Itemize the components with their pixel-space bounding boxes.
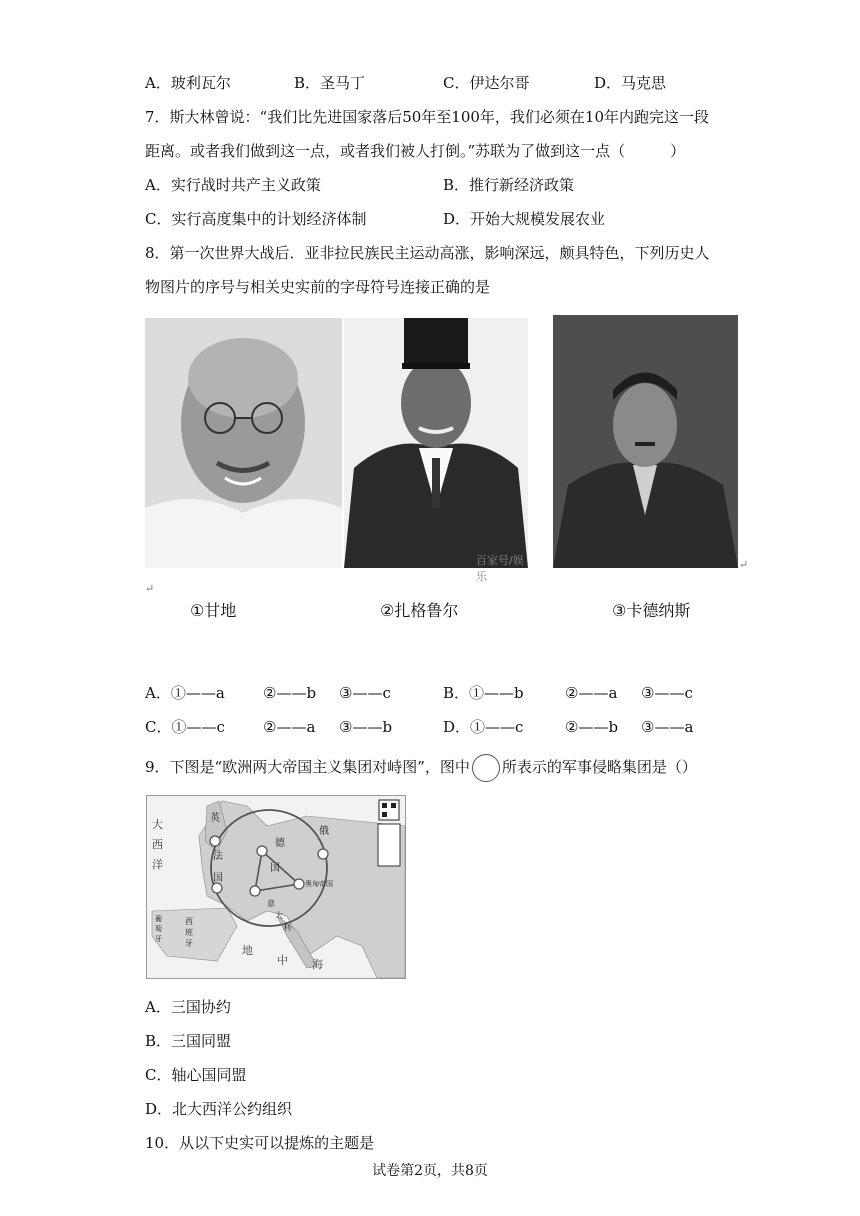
q9-option-c: C．轴心国同盟	[145, 1066, 247, 1084]
q8-option-b: B．①——b ②——a ③——c	[443, 684, 693, 702]
svg-text:奥匈帝国: 奥匈帝国	[305, 880, 333, 888]
q8-option-d: D．①——c ②——b ③——a	[443, 718, 694, 736]
svg-text:洋: 洋	[152, 858, 163, 871]
svg-text:中: 中	[277, 954, 288, 967]
caption-cardenas: ③卡德纳斯	[612, 601, 691, 620]
q7-option-b: B．推行新经济政策	[443, 176, 575, 194]
svg-text:意: 意	[267, 899, 275, 908]
q7-option-d: D．开始大规模发展农业	[443, 210, 606, 228]
svg-text:利: 利	[283, 923, 291, 932]
q8-option-a: A．①——a ②——b ③——c	[145, 684, 391, 702]
svg-text:地: 地	[242, 944, 253, 957]
paragraph-mark-icon: ↵	[145, 582, 155, 595]
svg-text:班: 班	[185, 928, 193, 937]
q8-stem-line2: 物图片的序号与相关史实前的字母符号连接正确的是	[145, 278, 491, 296]
page-footer: 试卷第2页，共8页	[372, 1163, 488, 1179]
q9-option-b: B．三国同盟	[145, 1032, 232, 1050]
q8-option-c: C．①——c ②——a ③——b	[145, 718, 393, 736]
q9-stem: 9．下图是“欧洲两大帝国主义集团对峙图”，图中 所表示的军事侵略集团是（）	[145, 754, 697, 782]
q6-option-c: C．伊达尔哥	[443, 74, 530, 92]
caption-zaghloul: ②扎格鲁尔	[380, 601, 459, 620]
photo-watermark: 百家号/娱乐	[476, 554, 524, 583]
svg-text:国: 国	[213, 873, 223, 884]
q6-option-b: B．圣马丁	[294, 74, 366, 92]
svg-text:英: 英	[210, 813, 220, 824]
svg-text:国: 国	[270, 863, 280, 874]
svg-text:海: 海	[312, 958, 323, 971]
q6-option-a: A．玻利瓦尔	[145, 74, 231, 92]
q6-option-d: D．马克思	[594, 74, 667, 92]
svg-text:德: 德	[275, 838, 285, 849]
paragraph-mark-icon: ↵	[739, 558, 749, 571]
svg-text:葡: 葡	[155, 915, 162, 923]
svg-text:大: 大	[152, 818, 163, 831]
q7-stem-line1: 7．斯大林曾说：“我们比先进国家落后50年至100年，我们必须在10年内跑完这一段	[145, 108, 710, 126]
q9-option-a: A．三国协约	[145, 998, 231, 1016]
q8-stem-line1: 8．第一次世界大战后．亚非拉民族民主运动高涨，影响深远，颇具特色，下列历史人	[145, 244, 710, 262]
q7-option-a: A．实行战时共产主义政策	[145, 176, 321, 194]
photo-gandhi	[145, 318, 342, 568]
svg-text:牙: 牙	[185, 939, 193, 948]
circle-symbol-icon	[472, 754, 500, 782]
caption-gandhi: ①甘地	[190, 601, 237, 620]
svg-text:牙: 牙	[155, 935, 162, 943]
q7-option-c: C．实行高度集中的计划经济体制	[145, 210, 367, 228]
svg-text:萄: 萄	[155, 925, 162, 933]
q9-option-d: D．北大西洋公约组织	[145, 1100, 293, 1118]
svg-text:西: 西	[152, 838, 163, 851]
q7-stem-line2: 距离。或者我们做到这一点，或者我们被人打倒。”苏联为了做到这一点（ ）	[145, 142, 686, 160]
svg-text:西: 西	[185, 917, 193, 926]
europe-map	[146, 795, 406, 979]
svg-text:大: 大	[275, 911, 283, 920]
q10-stem: 10．从以下史实可以提炼的主题是	[145, 1134, 375, 1152]
photo-zaghloul	[344, 318, 528, 583]
svg-text:法: 法	[213, 851, 223, 862]
svg-text:俄: 俄	[319, 826, 329, 837]
photo-cardenas	[553, 315, 738, 568]
